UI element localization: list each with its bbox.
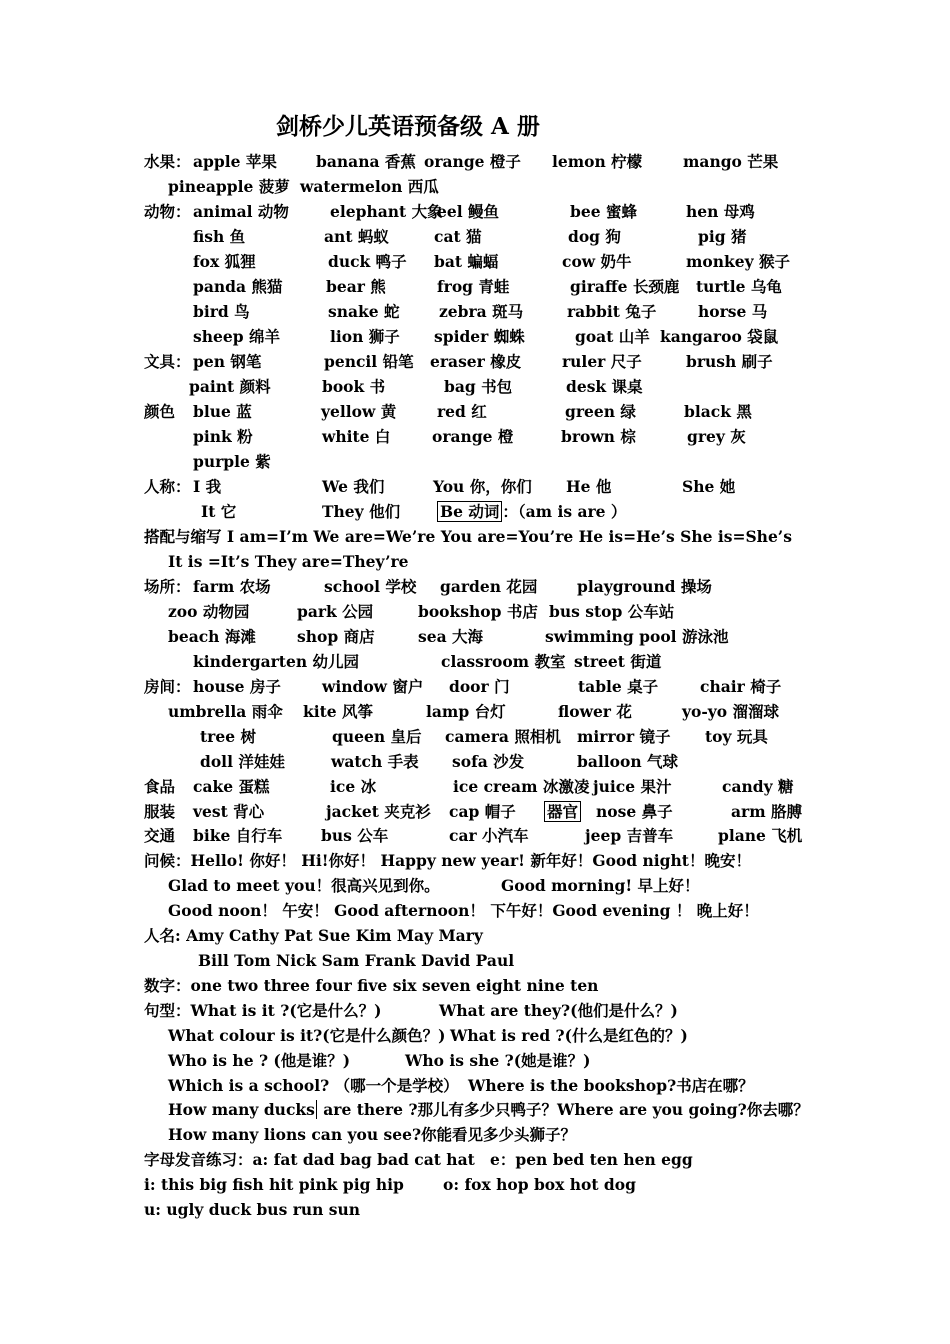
sentence-pattern: 句型：What is it ?(它是什么？): [144, 1001, 382, 1020]
room-word: table 桌子: [578, 677, 659, 696]
color-word: yellow 黄: [321, 402, 397, 421]
room-word: flower 花: [558, 702, 632, 721]
animal-word: monkey 猴子: [686, 252, 791, 271]
color-word: orange 橙: [432, 427, 514, 446]
animal-word: eel 鳗鱼: [437, 202, 500, 221]
place-word: park 公园: [297, 602, 374, 621]
pronoun-word: We 我们: [322, 477, 385, 496]
names-line: Bill Tom Nick Sam Frank David Paul: [198, 951, 515, 970]
animal-word: hen 母鸡: [686, 202, 755, 221]
room-word: doll 洋娃娃: [200, 752, 285, 771]
animal-word: animal 动物: [193, 202, 289, 221]
color-word: green 绿: [565, 402, 636, 421]
color-word: brown 棕: [561, 427, 636, 446]
fruit-word: pineapple 菠萝: [168, 177, 290, 196]
stationery-word: brush 刷子: [686, 352, 773, 371]
place-word: classroom 教室: [441, 652, 566, 671]
animal-word: bear 熊: [326, 277, 386, 296]
greetings-line: Good noon！ 午安！ Good afternoon！ 下午好！Good evening ！ 晚上好！: [168, 901, 759, 920]
contractions-line: It is =It’s They are=They’re: [168, 552, 409, 571]
phonics-line: o: fox hop box hot dog: [443, 1175, 636, 1194]
organ-word: arm 胳膊: [731, 802, 803, 821]
room-word: chair 椅子: [700, 677, 782, 696]
place-word: farm 农场: [193, 577, 271, 596]
stationery-word: desk 课桌: [566, 377, 643, 396]
stationery-label: 文具：: [144, 352, 191, 371]
sentence-pattern: How many lions can you see?你能看见多少头狮子？: [168, 1125, 577, 1144]
animal-word: bird 鸟: [193, 302, 250, 321]
places-label: 场所：: [144, 577, 191, 596]
room-word: balloon 气球: [577, 752, 678, 771]
color-word: purple 紫: [193, 452, 271, 471]
place-word: kindergarten 幼儿园: [193, 652, 359, 671]
be-verb-box: Be 动词: [437, 501, 502, 522]
animal-word: cow 奶牛: [562, 252, 632, 271]
animal-word: fox 狐狸: [193, 252, 256, 271]
food-word: ice cream 冰激凌: [453, 777, 590, 796]
fruit-label: 水果：: [144, 152, 191, 171]
text-cursor: s: [306, 1100, 315, 1119]
animals-label: 动物：: [144, 202, 191, 221]
sentence-pattern: What are they?(他们是什么？): [439, 1001, 678, 1020]
animal-word: bee 蜜蜂: [570, 202, 637, 221]
color-word: black 黑: [684, 402, 752, 421]
be-verb-line: [437, 502, 626, 522]
pronoun-word: You 你，你们: [433, 477, 532, 496]
place-word: sea 大海: [418, 627, 484, 646]
animal-word: dog 狗: [568, 227, 621, 246]
organ-label: [544, 802, 581, 822]
page-title: 剑桥少儿英语预备级 A 册: [276, 113, 540, 140]
color-word: red 红: [437, 402, 487, 421]
animal-word: snake 蛇: [328, 302, 400, 321]
pronoun-word: She 她: [682, 477, 736, 496]
place-word: school 学校: [324, 577, 417, 596]
place-word: beach 海滩: [168, 627, 256, 646]
animal-word: sheep 绵羊: [193, 327, 280, 346]
phonics-line: i: this big fish hit pink pig hip: [144, 1175, 404, 1194]
animal-word: goat 山羊: [575, 327, 650, 346]
room-word: queen 皇后: [332, 727, 422, 746]
sentence-pattern: Which is a school? （哪一个是学校）: [168, 1076, 459, 1095]
animal-word: kangaroo 袋鼠: [660, 327, 779, 346]
place-word: bus stop 公车站: [549, 602, 675, 621]
animal-word: ant 蚂蚁: [324, 227, 389, 246]
place-word: street 街道: [574, 652, 662, 671]
fruit-word: apple 苹果: [193, 152, 277, 171]
place-word: playground 操场: [577, 577, 712, 596]
fruit-word: lemon 柠檬: [552, 152, 643, 171]
transport-word: jeep 吉普车: [585, 826, 674, 845]
fruit-word: mango 芒果: [683, 152, 779, 171]
sentence-pattern: Where is the bookshop?书店在哪？: [468, 1076, 754, 1095]
pronoun-word: He 他: [566, 477, 612, 496]
pronoun-word: I 我: [193, 477, 222, 496]
color-word: pink 粉: [193, 427, 253, 446]
animal-word: turtle 乌龟: [696, 277, 782, 296]
stationery-word: pencil 铅笔: [324, 352, 414, 371]
room-word: yo-yo 溜溜球: [682, 702, 780, 721]
place-word: zoo 动物园: [168, 602, 250, 621]
sentence-pattern: Who is she ?(她是谁？): [405, 1051, 591, 1070]
animal-word: zebra 斑马: [439, 302, 524, 321]
organ-word: nose 鼻子: [596, 802, 673, 821]
organ-box: 器官: [544, 801, 581, 822]
stationery-word: bag 书包: [444, 377, 513, 396]
color-word: white 白: [322, 427, 391, 446]
fruit-word: watermelon 西瓜: [300, 177, 439, 196]
be-verb-forms: ：（am is are ）: [502, 502, 627, 521]
transport-word: bike 自行车: [193, 826, 283, 845]
transport-word: bus 公车: [321, 826, 389, 845]
clothing-word: cap 帽子: [449, 802, 516, 821]
room-word: umbrella 雨伞: [168, 702, 283, 721]
room-word: window 窗户: [322, 677, 424, 696]
greetings-line: Good morning! 早上好！: [501, 876, 700, 895]
food-word: candy 糖: [722, 777, 794, 796]
room-word: camera 照相机: [445, 727, 561, 746]
fruit-word: orange 橙子: [424, 152, 521, 171]
stationery-word: eraser 橡皮: [430, 352, 522, 371]
animal-word: duck 鸭子: [328, 252, 407, 271]
sentence-pattern: What colour is it?(它是什么颜色？): [168, 1026, 446, 1045]
fruit-word: banana 香蕉: [316, 152, 416, 171]
phonics-line: u: ugly duck bus run sun: [144, 1200, 361, 1219]
room-word: lamp 台灯: [426, 702, 506, 721]
room-word: house 房子: [193, 677, 281, 696]
stationery-word: paint 颜料: [189, 377, 271, 396]
place-word: garden 花园: [440, 577, 538, 596]
stationery-word: book 书: [322, 377, 386, 396]
animal-word: elephant 大象: [330, 202, 443, 221]
phonics-line: 字母发音练习：a: fat dad bag bad cat hat: [144, 1150, 475, 1169]
animal-word: spider 蜘蛛: [434, 327, 525, 346]
stationery-word: ruler 尺子: [562, 352, 642, 371]
animal-word: pig 猪: [698, 227, 747, 246]
transport-label: 交通: [144, 826, 176, 845]
color-word: grey 灰: [687, 427, 746, 446]
place-word: swimming pool 游泳池: [545, 627, 729, 646]
phonics-line: e：pen bed ten hen egg: [490, 1150, 693, 1169]
room-label: 房间：: [144, 677, 191, 696]
food-word: cake 蛋糕: [193, 777, 270, 796]
greetings-line: Glad to meet you！很高兴见到你。: [168, 876, 440, 895]
animal-word: frog 青蛙: [437, 277, 510, 296]
room-word: mirror 镜子: [577, 727, 671, 746]
sentence-part: How many duck: [168, 1100, 307, 1119]
animal-word: horse 马: [698, 302, 768, 321]
room-word: kite 风筝: [303, 702, 374, 721]
clothing-word: vest 背心: [193, 802, 265, 821]
room-word: door 门: [449, 677, 510, 696]
animal-word: cat 猫: [434, 227, 482, 246]
room-word: toy 玩具: [705, 727, 768, 746]
animal-word: giraffe 长颈鹿: [570, 277, 680, 296]
animal-word: fish 鱼: [193, 227, 246, 246]
room-word: tree 树: [200, 727, 256, 746]
names-line: 人名: Amy Cathy Pat Sue Kim May Mary: [144, 926, 483, 945]
color-word: blue 蓝: [193, 402, 252, 421]
stationery-word: pen 钢笔: [193, 352, 262, 371]
clothing-word: jacket 夹克衫: [326, 802, 431, 821]
pronoun-word: They 他们: [322, 502, 401, 521]
place-word: bookshop 书店: [418, 602, 538, 621]
food-word: ice 冰: [330, 777, 377, 796]
clothing-label: 服装: [144, 802, 176, 821]
animal-word: lion 狮子: [330, 327, 400, 346]
food-word: juice 果汁: [593, 777, 672, 796]
contractions-line: 搭配与缩写 I am=I’m We are=We’re You are=You’re He is=He’s She is=She’s: [144, 527, 792, 546]
food-label: 食品: [144, 777, 176, 796]
place-word: shop 商店: [297, 627, 375, 646]
numbers-line: 数字：one two three four five six seven eight nine ten: [144, 976, 599, 995]
animal-word: rabbit 兔子: [567, 302, 657, 321]
room-word: watch 手表: [331, 752, 419, 771]
sentence-pattern: Who is he ? (他是谁？): [168, 1051, 351, 1070]
transport-word: plane 飞机: [718, 826, 803, 845]
sentence-pattern: [168, 1100, 809, 1120]
colors-label: 颜色: [144, 402, 176, 421]
sentence-pattern: What is red ?(什么是红色的？): [450, 1026, 688, 1045]
greetings-line: 问候：Hello! 你好！ Hi!你好！ Happy new year! 新年好！Good night！晚安！: [144, 851, 751, 870]
transport-word: car 小汽车: [449, 826, 529, 845]
animal-word: panda 熊猫: [193, 277, 283, 296]
room-word: sofa 沙发: [452, 752, 525, 771]
animal-word: bat 蝙蝠: [434, 252, 499, 271]
sentence-part: are there ?那儿有多少只鸭子？Where are you going?你去哪？: [317, 1100, 809, 1119]
pronouns-label: 人称：: [144, 477, 191, 496]
pronoun-word: It 它: [201, 502, 237, 521]
